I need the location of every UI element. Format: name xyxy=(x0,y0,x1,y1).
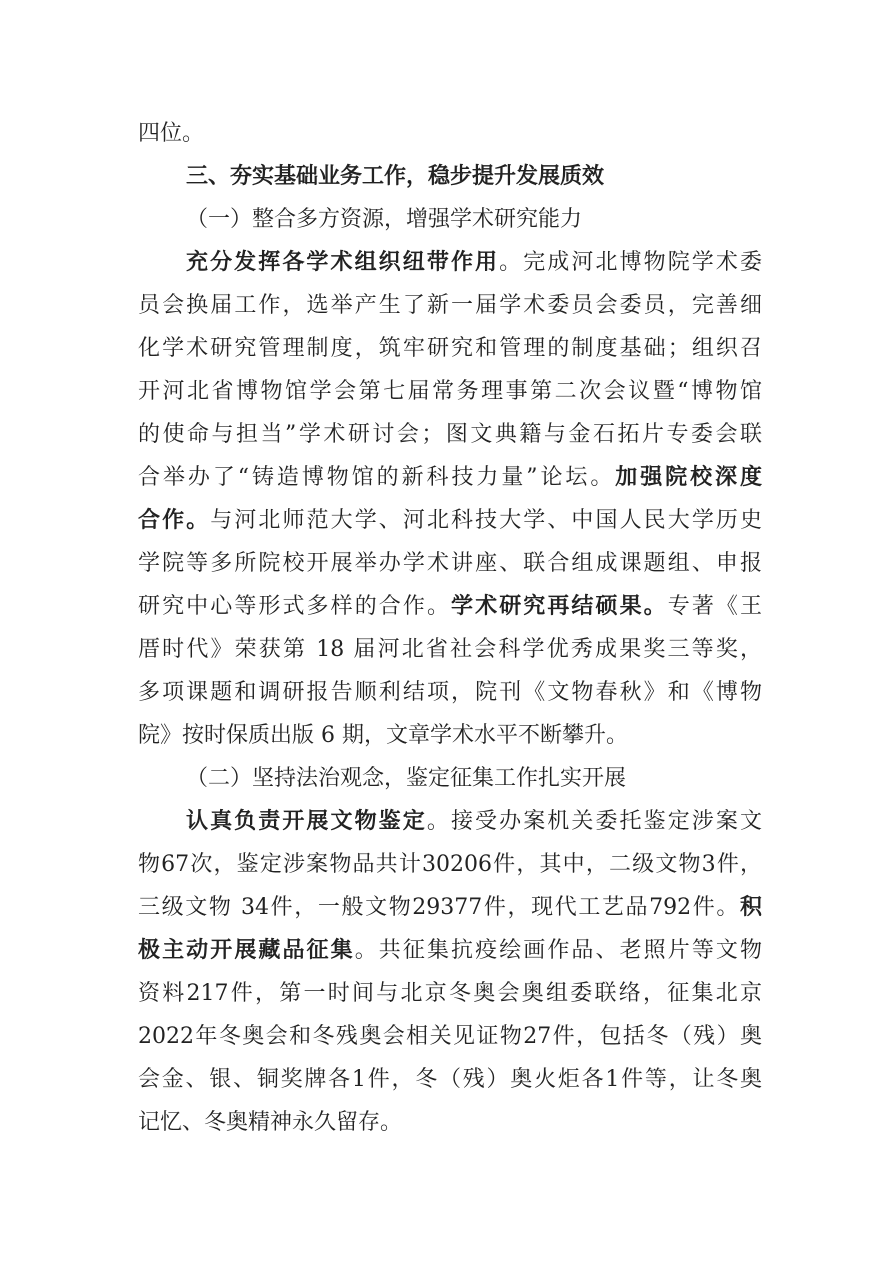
paragraph-line: 2022年冬奥会和冬残奥会相关见证物27件，包括冬（残）奥 xyxy=(138,1024,762,1049)
section-heading: 三、夯实基础业务工作，稳步提升发展质效 xyxy=(186,164,605,189)
bold-lead: 合作。 xyxy=(138,508,211,533)
bold-lead: 充分发挥各学术组织纽带作用 xyxy=(186,250,500,275)
paragraph-line: 研究中心等形式多样的合作。学术研究再结硕果。专著《王 xyxy=(138,594,762,619)
paragraph-line: 会金、银、铜奖牌各1件，冬（残）奥火炬各1件等，让冬奥 xyxy=(138,1067,762,1092)
paragraph-line: 学院等多所院校开展举办学术讲座、联合组成课题组、申报 xyxy=(138,551,762,576)
paragraph-line: 合作。与河北师范大学、河北科技大学、中国人民大学历史 xyxy=(138,508,762,533)
paragraph-line: 充分发挥各学术组织纽带作用。完成河北博物院学术委 xyxy=(186,250,762,275)
bold-lead: 极主动开展藏品征集 xyxy=(138,938,355,963)
paragraph-line: 化学术研究管理制度，筑牢研究和管理的制度基础；组织召 xyxy=(138,336,762,361)
subsection-heading: （一）整合多方资源，增强学术研究能力 xyxy=(186,207,583,232)
paragraph-line: 多项课题和调研报告顺利结项，院刊《文物春秋》和《博物 xyxy=(138,680,762,705)
paragraph-line: 认真负责开展文物鉴定。接受办案机关委托鉴定涉案文 xyxy=(186,809,762,834)
paragraph-line: 院》按时保质出版 6 期，文章学术水平不断攀升。 xyxy=(138,723,628,748)
paragraph-line: 极主动开展藏品征集。共征集抗疫绘画作品、老照片等文物 xyxy=(138,938,762,963)
paragraph-line: 开河北省博物馆学会第七届常务理事第二次会议暨“博物馆 xyxy=(138,379,762,404)
paragraph-line: 物67次，鉴定涉案物品共计30206件，其中，二级文物3件， xyxy=(138,852,762,877)
text-line: 四位。 xyxy=(138,121,205,146)
paragraph-line: 员会换届工作，选举产生了新一届学术委员会委员，完善细 xyxy=(138,293,762,318)
bold-lead: 认真负责开展文物鉴定 xyxy=(186,809,427,834)
bold-lead: 积 xyxy=(739,895,762,920)
paragraph-line: 资料217件，第一时间与北京冬奥会奥组委联络，征集北京 xyxy=(138,981,762,1006)
paragraph-line: 三级文物 34件，一般文物29377件，现代工艺品792件。积 xyxy=(138,895,762,920)
paragraph-line: 厝时代》荣获第 18 届河北省社会科学优秀成果奖三等奖， xyxy=(138,637,762,662)
paragraph-line: 记忆、冬奥精神永久留存。 xyxy=(138,1110,403,1135)
subsection-heading: （二）坚持法治观念，鉴定征集工作扎实开展 xyxy=(186,766,627,791)
paragraph-line: 合举办了“铸造博物馆的新科技力量”论坛。加强院校深度 xyxy=(138,465,762,490)
bold-lead: 学术研究再结硕果。 xyxy=(451,594,668,619)
bold-lead: 加强院校深度 xyxy=(615,465,762,490)
paragraph-line: 的使命与担当”学术研讨会；图文典籍与金石拓片专委会联 xyxy=(138,422,762,447)
